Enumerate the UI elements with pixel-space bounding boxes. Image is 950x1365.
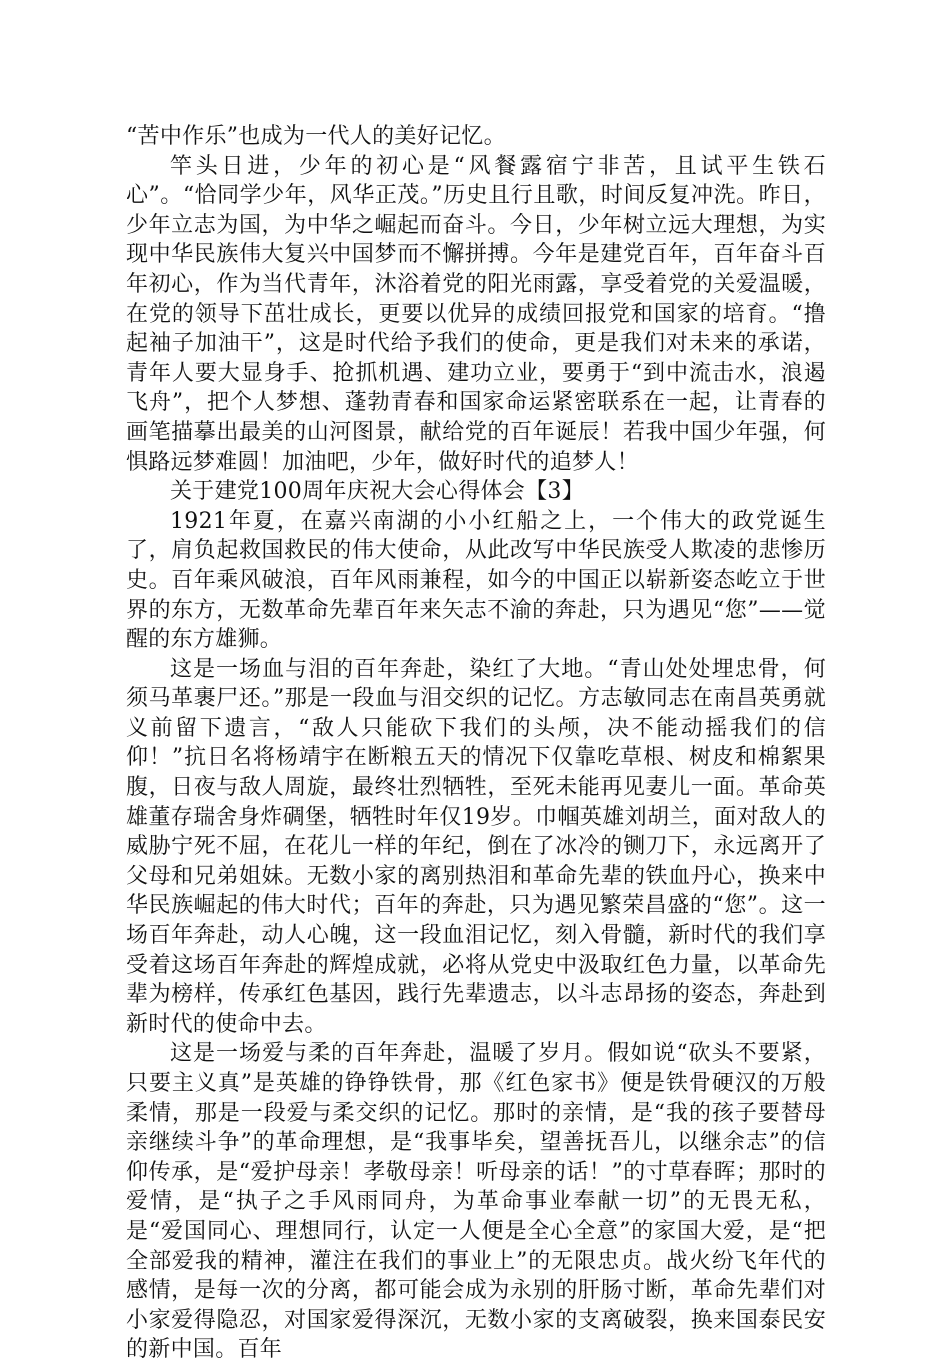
paragraph-blood-tears: 这是一场血与泪的百年奔赴，染红了大地。“青山处处埋忠骨，何须马革裹尸还。”那是一段血与泪交织的记忆。方志敏同志在南昌英勇就义前留下遗言，“敌人只能砍下我们的头颅，决不能动摇我们的信仰！”抗日名将杨靖宇在断粮五天的情况下仅靠吃草根、树皮和棉絮果腹，日夜与敌人周旋，最终壮烈牺牲，至死未能再见妻儿一面。革命英雄董存瑞舍身炸碉堡，牺牲时年仅19岁。巾帼英雄刘胡兰，面对敌人的威胁宁死不屈，在花儿一样的年纪，倒在了冰冷的铡刀下，永远离开了父母和兄弟姐妹。无数小家的离别热泪和革命先辈的铁血丹心，换来中华民族崛起的伟大时代；百年的奔赴，只为遇见繁荣昌盛的“您”。这一场百年奔赴，动人心魄，这一段血泪记忆，刻入骨髓，新时代的我们享受着这场百年奔赴的辉煌成就，必将从党史中汲取红色力量，以革命先辈为榜样，传承红色基因，践行先辈遗志，以斗志昂扬的姿态，奔赴到新时代的使命中去。 — [126, 656, 826, 1037]
paragraph-love-tenderness: 这是一场爱与柔的百年奔赴，温暖了岁月。假如说“砍头不要紧，只要主义真”是英雄的铮铮铁骨，那《红色家书》便是铁骨硬汉的万般柔情，那是一段爱与柔交织的记忆。那时的亲情，是“我的孩子要替母亲继续斗争”的革命理想，是“我事毕矣，望善抚吾儿，以继余志”的信仰传承，是“爱护母亲！孝敬母亲！听母亲的话！”的寸草春晖；那时的爱情，是“执子之手风雨同舟，为革命事业奉献一切”的无畏无私，是“爱国同心、理想同行，认定一人便是全心全意”的家国大爱，是“把全部爱我的精神，灌注在我们的事业上”的无限忠贞。战火纷飞年代的感情，是每一次的分离，都可能会成为永别的肝肠寸断，革命先辈们对小家爱得隐忍，对国家爱得深沉，无数小家的支离破裂，换来国泰民安的新中国。百年 — [126, 1041, 826, 1363]
section-heading: 关于建党100周年庆祝大会心得体会【3】 — [170, 479, 584, 505]
paragraph-youth-dream: 竿头日进，少年的初心是“风餐露宿宁非苦，且试平生铁石心”。“恰同学少年，风华正茂。”历史且行且歌，时间反复冲洗。昨日，少年立志为国，为中华之崛起而奋斗。今日，少年树立远大理想，为实现中华民族伟大复兴中国梦而不懈拼搏。今年是建党百年，百年奋斗百年初心，作为当代青年，沐浴着党的阳光雨露，享受着党的关爱温暖，在党的领导下茁壮成长，更要以优异的成绩回报党和国家的培育。“撸起袖子加油干”，这是时代给予我们的使命，更是我们对未来的承诺，青年人要大显身手、抢抓机遇、建功立业，要勇于“到中流击水，浪遏飞舟”，把个人梦想、蓬勃青春和国家命运紧密联系在一起，让青春的画笔描摹出最美的山河图景，献给党的百年诞辰！若我中国少年强，何惧路远梦难圆！加油吧，少年，做好时代的追梦人！ — [126, 153, 826, 475]
paragraph-1921: 1921年夏，在嘉兴南湖的小小红船之上，一个伟大的政党诞生了，肩负起救国救民的伟大使命，从此改写中华民族受人欺凌的悲惨历史。百年乘风破浪，百年风雨兼程，如今的中国正以崭新姿态屹立于世界的东方，无数革命先辈百年来矢志不渝的奔赴，只为遇见“您”——觉醒的东方雄狮。 — [126, 508, 826, 653]
document-body — [126, 122, 826, 1365]
paragraph-continuation: “苦中作乐”也成为一代人的美好记忆。 — [126, 124, 506, 149]
